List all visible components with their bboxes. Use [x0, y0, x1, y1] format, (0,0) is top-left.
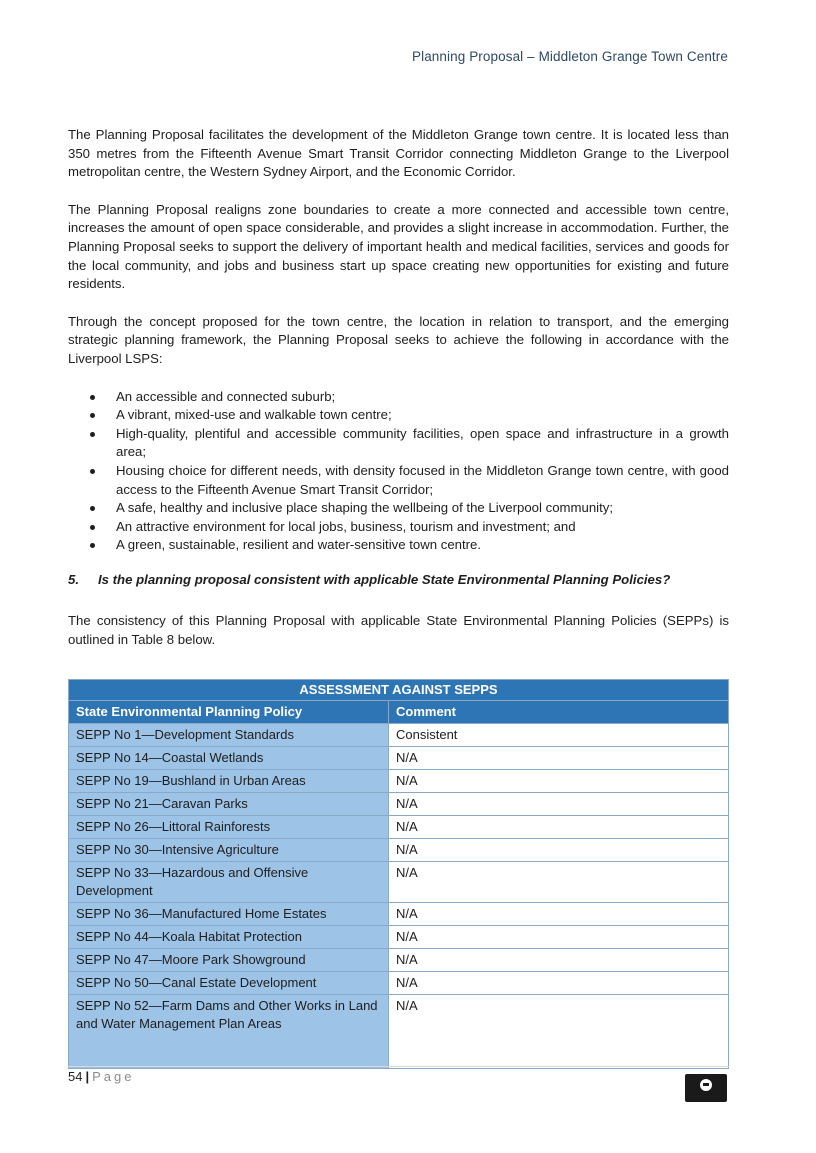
comment-cell: N/A: [389, 903, 729, 926]
question-number: 5.: [68, 571, 79, 587]
question-text: Is the planning proposal consistent with applicable State Environmental Planning Policies?: [98, 571, 671, 587]
footer-divider: [68, 1066, 729, 1067]
page-number: [68, 1069, 134, 1084]
policy-cell: SEPP No 30—Intensive Agriculture: [69, 839, 389, 862]
comment-cell: Consistent: [389, 724, 729, 747]
list-item: An attractive environment for local jobs, business, tourism and investment; and: [68, 518, 729, 537]
policy-cell: SEPP No 47—Moore Park Showground: [69, 949, 389, 972]
policy-cell: SEPP No 44—Koala Habitat Protection: [69, 926, 389, 949]
policy-cell: SEPP No 52—Farm Dams and Other Works in Land and Water Management Plan Areas: [69, 995, 389, 1069]
paragraph-realignment: The Planning Proposal realigns zone boundaries to create a more connected and accessible town centre, increases the amount of open space considerable, and provides a slight increase in accommodation. Further, the Planning Proposal seeks to support the delivery of important health and medical facilities, services and goods for the local community, and jobs and business start up space creating new opportunities for existing and future residents.: [68, 201, 729, 292]
list-item: A safe, healthy and inclusive place shaping the wellbeing of the Liverpool community;: [68, 499, 729, 518]
body-content: [68, 126, 729, 669]
column-header-policy: State Environmental Planning Policy: [69, 701, 389, 724]
comment-cell: N/A: [389, 839, 729, 862]
table-row: [69, 903, 729, 926]
company-logo-icon: [685, 1074, 727, 1102]
bullet-icon: [90, 413, 95, 418]
bullet-icon: [90, 525, 95, 530]
page-separator: |: [85, 1069, 90, 1084]
logo-mark-icon: [700, 1079, 712, 1091]
sepp-assessment-table: [68, 679, 729, 1069]
page-number-value: 54: [68, 1069, 83, 1084]
policy-cell: SEPP No 14—Coastal Wetlands: [69, 747, 389, 770]
comment-cell: N/A: [389, 770, 729, 793]
table-row: [69, 839, 729, 862]
table-row: [69, 926, 729, 949]
policy-cell: SEPP No 1—Development Standards: [69, 724, 389, 747]
bullet-icon: [90, 506, 95, 511]
policy-cell: SEPP No 26—Littoral Rainforests: [69, 816, 389, 839]
list-item: A green, sustainable, resilient and water-sensitive town centre.: [68, 536, 729, 555]
list-item: An accessible and connected suburb;: [68, 388, 729, 407]
table-row: [69, 793, 729, 816]
bullet-icon: [90, 432, 95, 437]
section-question: [68, 571, 729, 590]
table-row: [69, 770, 729, 793]
comment-cell: N/A: [389, 816, 729, 839]
table-row: [69, 747, 729, 770]
column-header-comment: Comment: [389, 701, 729, 724]
comment-cell: N/A: [389, 949, 729, 972]
list-item: Housing choice for different needs, with density focused in the Middleton Grange town centre, with good access to the Fifteenth Avenue Smart Transit Corridor;: [68, 462, 729, 499]
table-row: [69, 862, 729, 903]
policy-cell: SEPP No 19—Bushland in Urban Areas: [69, 770, 389, 793]
table-title: ASSESSMENT AGAINST SEPPS: [69, 680, 729, 701]
table-row: [69, 995, 729, 1069]
policy-cell: SEPP No 50—Canal Estate Development: [69, 972, 389, 995]
comment-cell: N/A: [389, 926, 729, 949]
bullet-icon: [90, 395, 95, 400]
policy-cell: SEPP No 33—Hazardous and Offensive Development: [69, 862, 389, 903]
objectives-list: [68, 388, 729, 555]
paragraph-intro: The Planning Proposal facilitates the development of the Middleton Grange town centre. It is located less than 350 metres from the Fifteenth Avenue Smart Transit Corridor connecting Middleton Grange to the Liverpool metropolitan centre, the Western Sydney Airport, and the Economic Corridor.: [68, 127, 729, 180]
comment-cell: N/A: [389, 793, 729, 816]
page-word: Page: [92, 1069, 135, 1084]
table-row: [69, 724, 729, 747]
paragraph-concept: Through the concept proposed for the town centre, the location in relation to transport, and the emerging strategic planning framework, the Planning Proposal seeks to achieve the following in accordance with the Liverpool LSPS:: [68, 313, 729, 366]
bullet-icon: [90, 543, 95, 548]
table-row: [69, 816, 729, 839]
list-item: A vibrant, mixed-use and walkable town centre;: [68, 406, 729, 425]
paragraph-table-intro: The consistency of this Planning Proposal with applicable State Environmental Planning Policies (SEPPs) is outlined in Table 8 below.: [68, 613, 729, 648]
policy-cell: SEPP No 36—Manufactured Home Estates: [69, 903, 389, 926]
policy-cell: SEPP No 21—Caravan Parks: [69, 793, 389, 816]
document-header-title: Planning Proposal – Middleton Grange Town Centre: [412, 49, 728, 64]
bullet-icon: [90, 469, 95, 474]
table-row: [69, 972, 729, 995]
comment-cell: N/A: [389, 862, 729, 903]
comment-cell: N/A: [389, 995, 729, 1069]
list-item: High-quality, plentiful and accessible community facilities, open space and infrastructure in a growth area;: [68, 425, 729, 462]
comment-cell: N/A: [389, 747, 729, 770]
table-row: [69, 949, 729, 972]
comment-cell: N/A: [389, 972, 729, 995]
